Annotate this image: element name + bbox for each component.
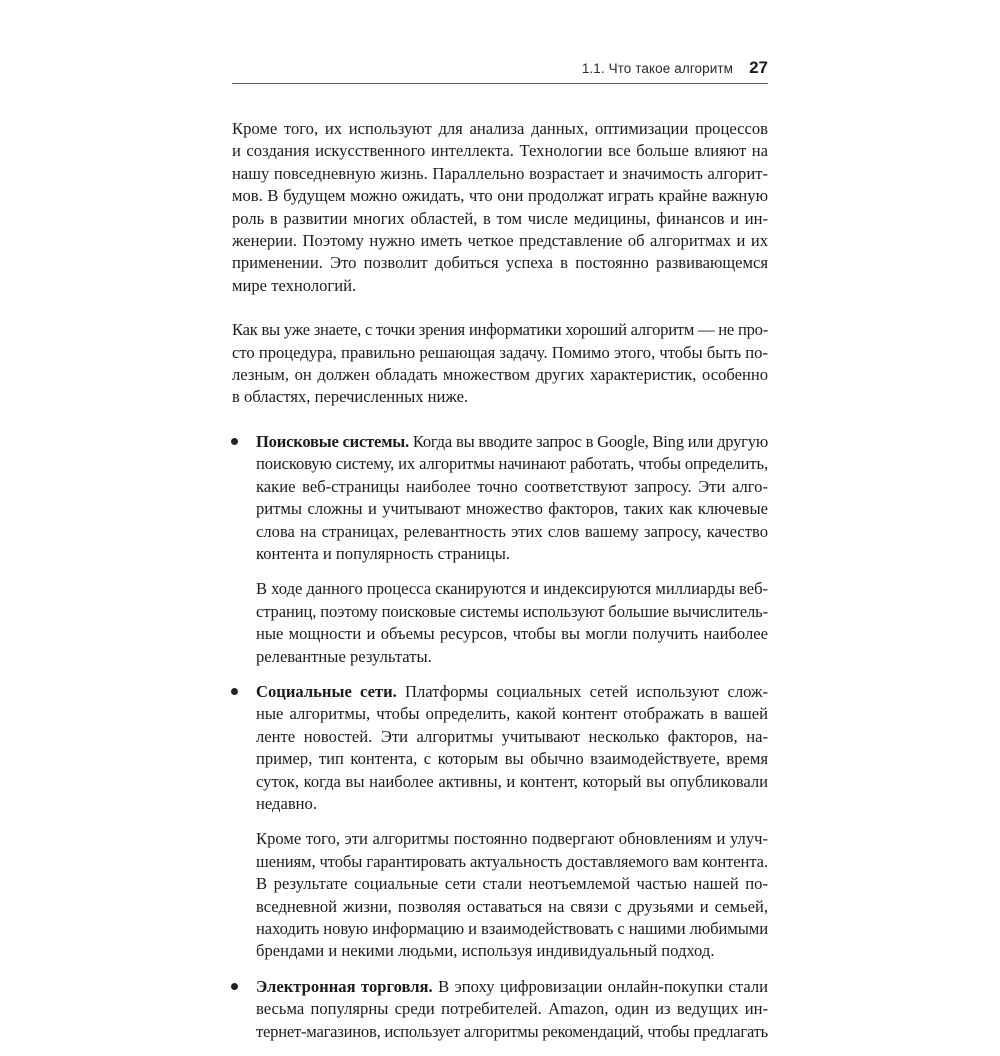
page-number: 27: [749, 58, 768, 77]
text-line: [256, 431, 768, 453]
text-line: лезным, он должен обладать множеством других характеристик, особенно: [232, 365, 768, 385]
text-line: ные мощности и объемы ресурсов, чтобы вы могли получить наиболее: [256, 624, 768, 644]
bullet-social-networks: [232, 681, 768, 963]
text-line: слова на страницах, релевантность этих слов вашему запросу, качество: [256, 521, 768, 541]
bullet-lead: Электронная торговля.: [256, 976, 433, 996]
text-run: В эпоху цифровизации онлайн-покупки стали: [432, 976, 768, 996]
text-line: [256, 976, 768, 998]
text-line: находить новую информацию и взаимодействовать с нашими любимыми: [256, 919, 768, 938]
text-line: в областях, перечисленных ниже.: [232, 387, 469, 407]
bullet-paragraph: [256, 578, 768, 668]
text-line: [256, 681, 768, 703]
bullet-lead: Поисковые системы.: [256, 431, 409, 451]
text-line: мов. В будущем можно ожидать, что они продолжат играть крайне важную: [232, 186, 768, 206]
bullet-paragraph: [256, 976, 768, 1043]
text-line: суток, когда вы наиболее активны, и контент, который вы опубликовали: [256, 771, 768, 791]
text-line: тернет-магазинов, использует алгоритмы рекомендаций, чтобы предлагать: [256, 1021, 769, 1041]
text-line: нашу повседневную жизнь. Параллельно возрастает и значимость алгорит-: [232, 163, 768, 183]
text-line: контента и популярность страницы.: [256, 543, 511, 563]
text-line: В ходе данного процесса сканируются и индексируются миллиарды веб-: [256, 579, 769, 599]
text-line: недавно.: [256, 793, 317, 813]
text-line: шениям, чтобы гарантировать актуальность доставляемого вам контента.: [256, 851, 769, 871]
bullet-e-commerce: [232, 976, 768, 1043]
bullet-search-engines: [232, 431, 768, 668]
text-line: страниц, поэтому поисковые системы используют большие вычислитель-: [256, 601, 768, 621]
text-line: Кроме того, эти алгоритмы постоянно подвергают обновлениям и улуч-: [256, 829, 768, 849]
text-line: Кроме того, их используют для анализа данных, оптимизации процессов: [232, 119, 768, 138]
text-line: мире технологий.: [232, 275, 357, 295]
text-line: какие веб-страницы наиболее точно соответствуют запросу. Эти алго-: [256, 476, 768, 496]
text-line: вседневной жизни, позволяя оставаться на связи с друзьями и семьей,: [256, 896, 768, 916]
header-rule: [232, 83, 768, 84]
paragraph-1: [232, 118, 768, 297]
text-run: Когда вы вводите запрос в Google, Bing или другую: [408, 431, 768, 451]
text-line: брендами и некими людьми, используя индивидуальный подход.: [256, 941, 715, 961]
text-line: весьма популярны среди потребителей. Amazon, один из ведущих ин-: [256, 999, 768, 1019]
text-line: поисковую систему, их алгоритмы начинают работать, чтобы определить,: [256, 454, 768, 474]
text-line: сто процедура, правильно решающая задачу. Помимо этого, чтобы быть по-: [232, 342, 768, 362]
text-line: женерии. Поэтому нужно иметь четкое представление об алгоритмах и их: [232, 231, 768, 251]
text-line: и создания искусственного интеллекта. Технологии все больше влияют на: [232, 141, 768, 161]
text-line: релевантные результаты.: [256, 646, 432, 666]
section-title: 1.1. Что такое алгоритм: [581, 61, 734, 76]
bullet-paragraph: [256, 431, 768, 565]
paragraph-2: [232, 319, 768, 409]
bullet-lead: Социальные сети.: [256, 681, 397, 701]
bullet-dot-icon: [231, 983, 238, 990]
text-line: применении. Это позволит добиться успеха в постоянно развивающемся: [232, 253, 768, 273]
body-text: [232, 118, 768, 1056]
text-line: ритмы сложны и учитывают множество факторов, таких как ключевые: [256, 499, 768, 519]
text-line: ленте новостей. Эти алгоритмы учитывают несколько факторов, на-: [256, 726, 768, 746]
bullet-paragraph: [256, 681, 768, 815]
bullet-paragraph: [256, 828, 768, 962]
running-header: [232, 58, 768, 82]
text-line: Как вы уже знаете, с точки зрения информатики хороший алгоритм — не про-: [232, 320, 768, 340]
text-line: ные алгоритмы, чтобы определить, какой контент отображать в вашей: [256, 704, 768, 724]
text-line: пример, тип контента, с которым вы обычно взаимодействуете, время: [256, 749, 768, 769]
bullet-dot-icon: [231, 438, 238, 445]
text-run: Платформы социальных сетей используют слож-: [396, 681, 768, 701]
bullet-dot-icon: [231, 688, 238, 695]
text-line: В результате социальные сети стали неотъемлемой частью нашей по-: [256, 874, 768, 894]
text-line: роль в развитии многих областей, в том числе медицины, финансов и ин-: [232, 208, 768, 228]
